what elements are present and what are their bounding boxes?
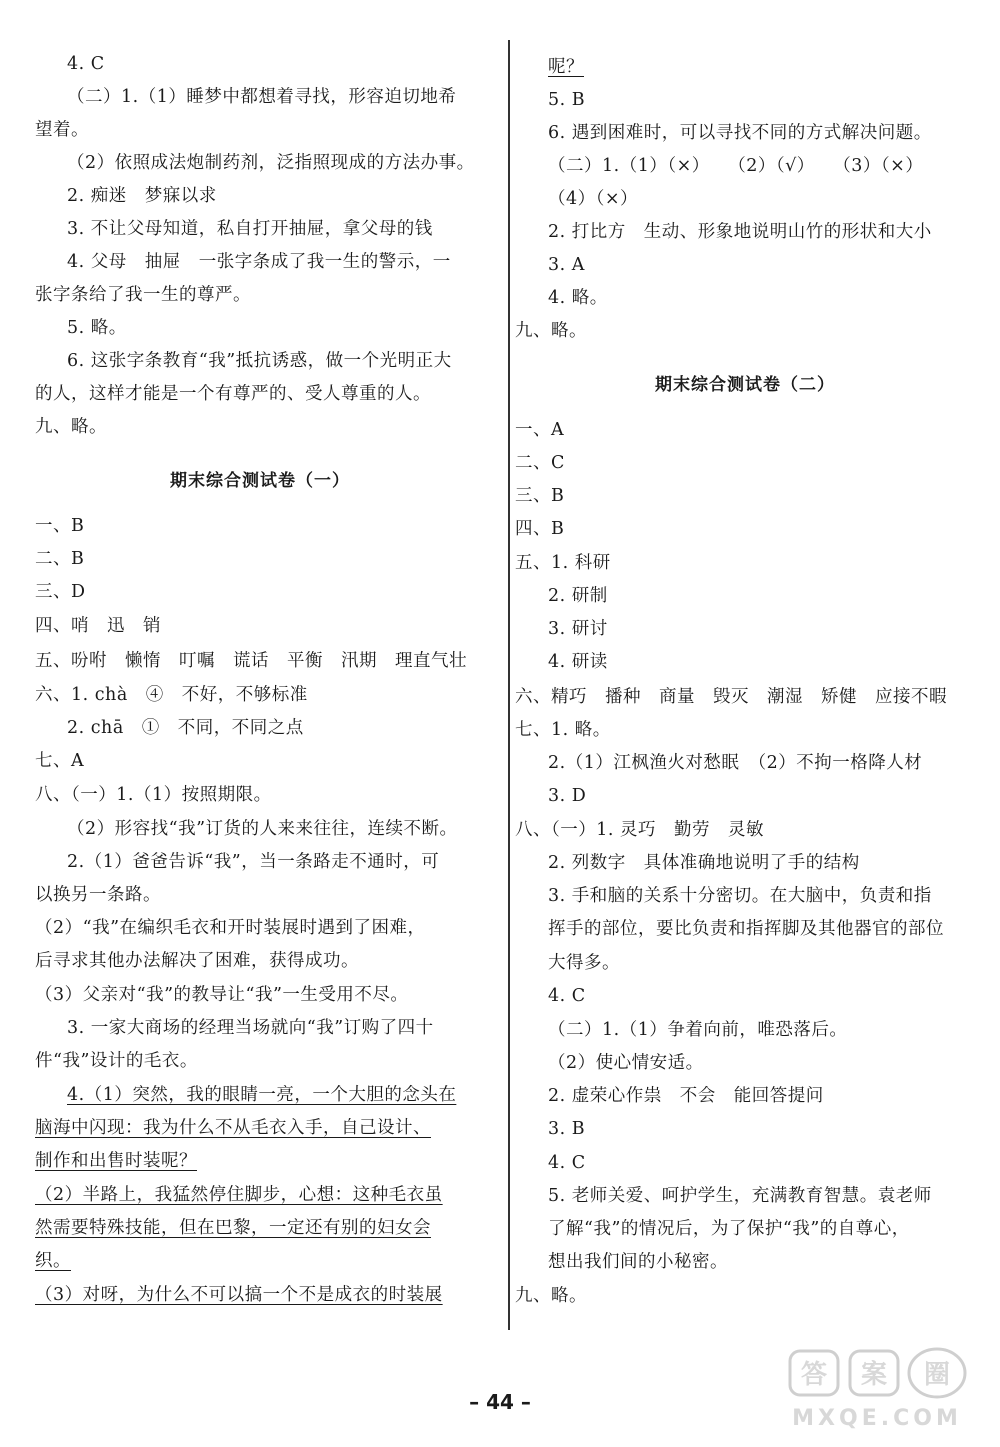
answer-line: 2. 打比方 生动、形象地说明山竹的形状和大小 [548, 222, 932, 242]
answer-line: 了解“我”的情况后，为了保护“我”的自尊心， [548, 1219, 910, 1239]
answer-line: 然需要特殊技能，但在巴黎，一定还有别的妇女会 [35, 1218, 431, 1238]
answer-line: 5. 老师关爱、呵护学生，充满教育智慧。袁老师 [548, 1186, 932, 1206]
answer-line: （2）依照成法炮制药剂，泛指照现成的方法办事。 [67, 153, 475, 173]
answer-line: 织。 [35, 1251, 71, 1271]
answer-line: 4.（1）突然，我的眼睛一亮，一个大胆的念头在 [67, 1085, 457, 1105]
answer-line: 5. 略。 [67, 318, 127, 338]
svg-text:答: 答 [800, 1360, 828, 1390]
answer-line: 二、C [515, 453, 565, 473]
answer-line: 七、1. 略。 [515, 720, 611, 740]
answer-line: 四、B [515, 519, 565, 539]
answer-line: 一、B [35, 516, 85, 536]
answer-line: 三、B [515, 486, 565, 506]
answer-line: 4. 父母 抽屉 一张字条成了我一生的警示，一 [67, 252, 451, 272]
column-divider [508, 40, 510, 1330]
answer-line: （2）形容找“我”订货的人来来往往，连续不断。 [67, 819, 458, 839]
answer-line: 八、（一）1. 灵巧 勤劳 灵敏 [515, 820, 765, 840]
answer-line: 4. C [548, 986, 586, 1006]
answer-line: 九、略。 [515, 321, 587, 341]
answer-line: 想出我们间的小秘密。 [548, 1252, 728, 1272]
answer-line: （4）（×） [548, 189, 639, 209]
answer-line: 3. 一家大商场的经理当场就向“我”订购了四十 [67, 1018, 434, 1038]
svg-text:MXQE.COM: MXQE.COM [792, 1406, 962, 1431]
answer-line: 2.（1）江枫渔火对愁眠 （2）不拘一格降人材 [548, 753, 923, 773]
answer-line: 2. 痴迷 梦寐以求 [67, 186, 217, 206]
answer-line: 6. 这张字条教育“我”抵抗诱惑，做一个光明正大 [67, 351, 452, 371]
answer-line: （二）1.（1）睡梦中都想着寻找，形容迫切地希 [67, 87, 457, 107]
answer-line: 五、1. 科研 [515, 553, 611, 573]
answer-line: 张字条给了我一生的尊严。 [35, 285, 251, 305]
answer-line: 三、D [35, 582, 86, 602]
svg-text:案: 案 [860, 1360, 888, 1390]
answer-line: 4. C [548, 1153, 586, 1173]
answer-line: 四、哨 迅 销 [35, 616, 161, 636]
answer-line: 五、吩咐 懒惰 叮嘱 谎话 平衡 汛期 理直气壮 [35, 651, 467, 671]
answer-line: 3. D [548, 786, 587, 806]
answer-line: 2. 虚荣心作祟 不会 能回答提问 [548, 1086, 824, 1106]
answer-line: 3. 研讨 [548, 619, 608, 639]
watermark-logo [772, 1343, 982, 1435]
answer-line: （3）对呀，为什么不可以搞一个不是成衣的时装展 [35, 1285, 443, 1305]
answer-line: 3. A [548, 255, 585, 275]
answer-line: （2）半路上，我猛然停住脚步，心想：这种毛衣虽 [35, 1185, 443, 1205]
section-heading: 期末综合测试卷（二） [655, 375, 835, 395]
answer-line: 制作和出售时装呢？ [35, 1151, 197, 1171]
answer-line: （二）1.（1）争着向前，唯恐落后。 [548, 1020, 848, 1040]
answer-line: 九、略。 [35, 417, 107, 437]
answer-line: 2. 列数字 具体准确地说明了手的结构 [548, 853, 860, 873]
answer-line: 6. 遇到困难时，可以寻找不同的方式解决问题。 [548, 123, 932, 143]
answer-line: （2）使心情安适。 [548, 1053, 704, 1073]
answer-line: 以换另一条路。 [35, 885, 161, 905]
answer-line: 九、略。 [515, 1286, 587, 1306]
answer-line: 八、（一）1.（1）按照期限。 [35, 785, 272, 805]
answer-line: 2.（1）爸爸告诉“我”，当一条路走不通时，可 [67, 852, 440, 872]
answer-line: （2）“我”在编织毛衣和开时装展时遇到了困难， [35, 918, 426, 938]
answer-line: 六、精巧 播种 商量 毁灭 潮湿 矫健 应接不暇 [515, 687, 947, 707]
answer-line: 大得多。 [548, 953, 620, 973]
answer-line: （3）父亲对“我”的教导让“我”一生受用不尽。 [35, 985, 409, 1005]
page-number: – 44 – [469, 1390, 531, 1414]
answer-line: 挥手的部位，要比负责和指挥脚及其他器官的部位 [548, 919, 944, 939]
answer-line: 4. 研读 [548, 652, 608, 672]
answer-line: 脑海中闪现：我为什么不从毛衣入手，自己设计、 [35, 1118, 431, 1138]
answer-line: 件“我”设计的毛衣。 [35, 1051, 198, 1071]
answer-line: 4. C [67, 54, 105, 74]
answer-line: 3. 手和脑的关系十分密切。在大脑中，负责和指 [548, 886, 932, 906]
section-heading: 期末综合测试卷（一） [170, 471, 350, 491]
answer-line: 4. 略。 [548, 288, 608, 308]
answer-line: 2. 研制 [548, 586, 608, 606]
answer-line: 七、A [35, 751, 85, 771]
answer-line: 3. 不让父母知道，私自打开抽屉，拿父母的钱 [67, 219, 433, 239]
answer-line: 3. B [548, 1119, 586, 1139]
answer-line: 望着。 [35, 120, 89, 140]
answer-line: 六、1. chà ④ 不好，不够标准 [35, 685, 308, 705]
answer-line: 后寻求其他办法解决了困难，获得成功。 [35, 951, 359, 971]
answer-line: 二、B [35, 549, 85, 569]
answer-line: 2. chā ① 不同，不同之点 [67, 718, 304, 738]
answer-line: 5. B [548, 90, 586, 110]
answer-line: 呢？ [548, 57, 584, 77]
answer-line: 的人，这样才能是一个有尊严的、受人尊重的人。 [35, 384, 431, 404]
answer-line: （二）1.（1）（×） （2）（√） （3）（×） [548, 156, 924, 176]
answer-line: 一、A [515, 420, 565, 440]
svg-text:圈: 圈 [923, 1360, 951, 1390]
